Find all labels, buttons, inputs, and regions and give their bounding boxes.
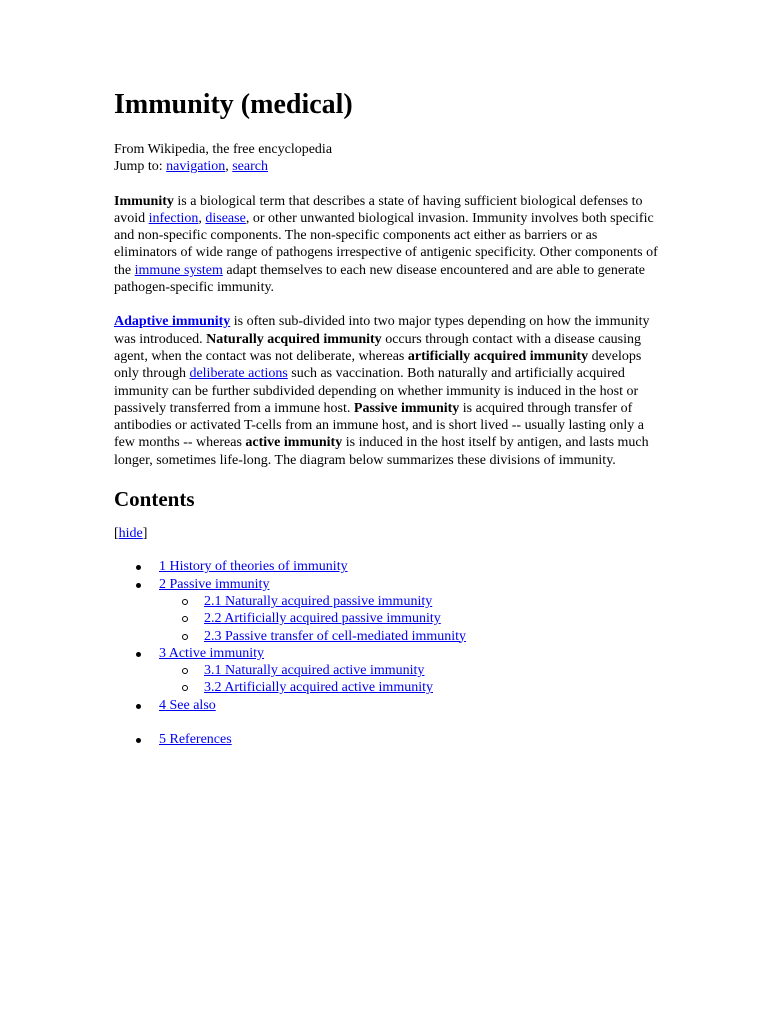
circle-bullet-icon	[182, 634, 188, 640]
toc-link[interactable]: 2 Passive immunity	[159, 576, 270, 592]
article-meta	[114, 141, 659, 176]
toc-item	[114, 558, 659, 575]
jump-search-link[interactable]: search	[232, 159, 268, 175]
adaptive-text-4: such as vaccination. Both naturally and artificially acquired immunity can be further subdivided depending on whether immunity is induced in the host or passively transferred from a immune host.	[114, 366, 639, 416]
term-artificially-acquired: artificially acquired immunity	[407, 348, 589, 364]
term-passive-immunity: Passive immunity	[353, 400, 460, 416]
bullet-icon	[136, 652, 141, 657]
circle-bullet-icon	[182, 599, 188, 605]
toc-link[interactable]: 3 Active immunity	[159, 645, 264, 661]
term-active-immunity: active immunity	[245, 435, 343, 451]
page-title: Immunity (medical)	[114, 89, 353, 120]
term-immunity: Immunity	[114, 193, 174, 209]
link-adaptive-immunity[interactable]: Adaptive immunity	[114, 314, 231, 330]
toc-item	[114, 576, 659, 645]
toc-subitem	[159, 662, 659, 679]
circle-bullet-icon	[182, 616, 188, 622]
toc-sublink[interactable]: 2.3 Passive transfer of cell-mediated immunity	[204, 628, 467, 644]
toc-sublink[interactable]: 3.2 Artificially acquired active immunity	[204, 680, 433, 696]
bullet-icon	[136, 738, 141, 743]
intro-paragraph	[114, 193, 659, 297]
term-naturally-acquired: Naturally acquired immunity	[206, 331, 382, 347]
circle-bullet-icon	[182, 668, 188, 674]
bullet-icon	[136, 565, 141, 570]
contents-heading: Contents	[114, 487, 195, 512]
link-deliberate-actions[interactable]: deliberate actions	[189, 366, 288, 382]
jump-to-prefix: Jump to:	[114, 159, 167, 175]
toc-item	[114, 697, 659, 714]
toc-toggle-open-bracket: [	[114, 526, 119, 542]
toc-subitem	[159, 610, 659, 627]
adaptive-text-1: is often sub-divided into two major types depending on how the immunity was introduced.	[114, 314, 650, 347]
toc-list	[114, 558, 659, 748]
intro-text-4: adapt themselves to each new disease encountered and are able to generate pathogen-specific immunity.	[114, 262, 646, 296]
toc-subitem	[159, 593, 659, 610]
intro-text-1: is a biological term that describes a state of having sufficient biological defenses to avoid	[114, 193, 643, 226]
bullet-icon	[136, 704, 141, 709]
toc-link[interactable]: 5 References	[159, 732, 232, 748]
adaptive-text-5: is acquired through transfer of antibodies or activated T-cells from an immune host, and is short lived -- usually lasting only a few months -- whereas	[114, 400, 644, 451]
toc-sublist	[159, 593, 659, 645]
toc-hide-link[interactable]: hide	[118, 526, 143, 542]
jump-navigation-link[interactable]: navigation	[166, 159, 226, 175]
toc-toggle-close-bracket: ]	[142, 526, 148, 542]
adaptive-text-3: develops only through	[114, 348, 642, 382]
bullet-icon	[136, 583, 141, 588]
adaptive-text-2: occurs through contact with a disease causing agent, when the contact was not deliberate, whereas	[114, 331, 641, 364]
toc-subitem	[159, 628, 659, 645]
link-immune-system[interactable]: immune system	[134, 262, 223, 278]
toc-sublink[interactable]: 3.1 Naturally acquired active immunity	[204, 663, 425, 679]
intro-text-2: ,	[198, 210, 206, 226]
adaptive-paragraph	[114, 313, 659, 469]
intro-text-3: , or other unwanted biological invasion. Immunity involves both specific and non-specific components. The non-specific components act either as barriers or as eliminators of wide range of pathogens irrespective of antigenic specificity. Other components of the	[114, 210, 658, 278]
toc-link[interactable]: 1 History of theories of immunity	[159, 559, 348, 575]
toc-item	[114, 645, 659, 697]
toc-subitem	[159, 679, 659, 696]
toc-sublink[interactable]: 2.1 Naturally acquired passive immunity	[204, 593, 433, 609]
circle-bullet-icon	[182, 685, 188, 691]
article-content	[114, 88, 659, 748]
link-disease[interactable]: disease	[205, 210, 246, 226]
link-infection[interactable]: infection	[148, 210, 199, 226]
site-subtitle: From Wikipedia, the free encyclopedia	[114, 142, 333, 157]
adaptive-text-6: is induced in the host itself by antigen, and lasts much longer, sometimes life-long. The diagram below summarizes these divisions of immunity.	[114, 435, 649, 468]
toc-sublink[interactable]: 2.2 Artificially acquired passive immunity	[204, 611, 441, 627]
jump-separator: ,	[225, 159, 233, 175]
toc-sublist	[159, 662, 659, 697]
toc-toggle	[114, 525, 659, 542]
toc-link[interactable]: 4 See also	[159, 697, 216, 713]
toc-item	[114, 731, 659, 748]
